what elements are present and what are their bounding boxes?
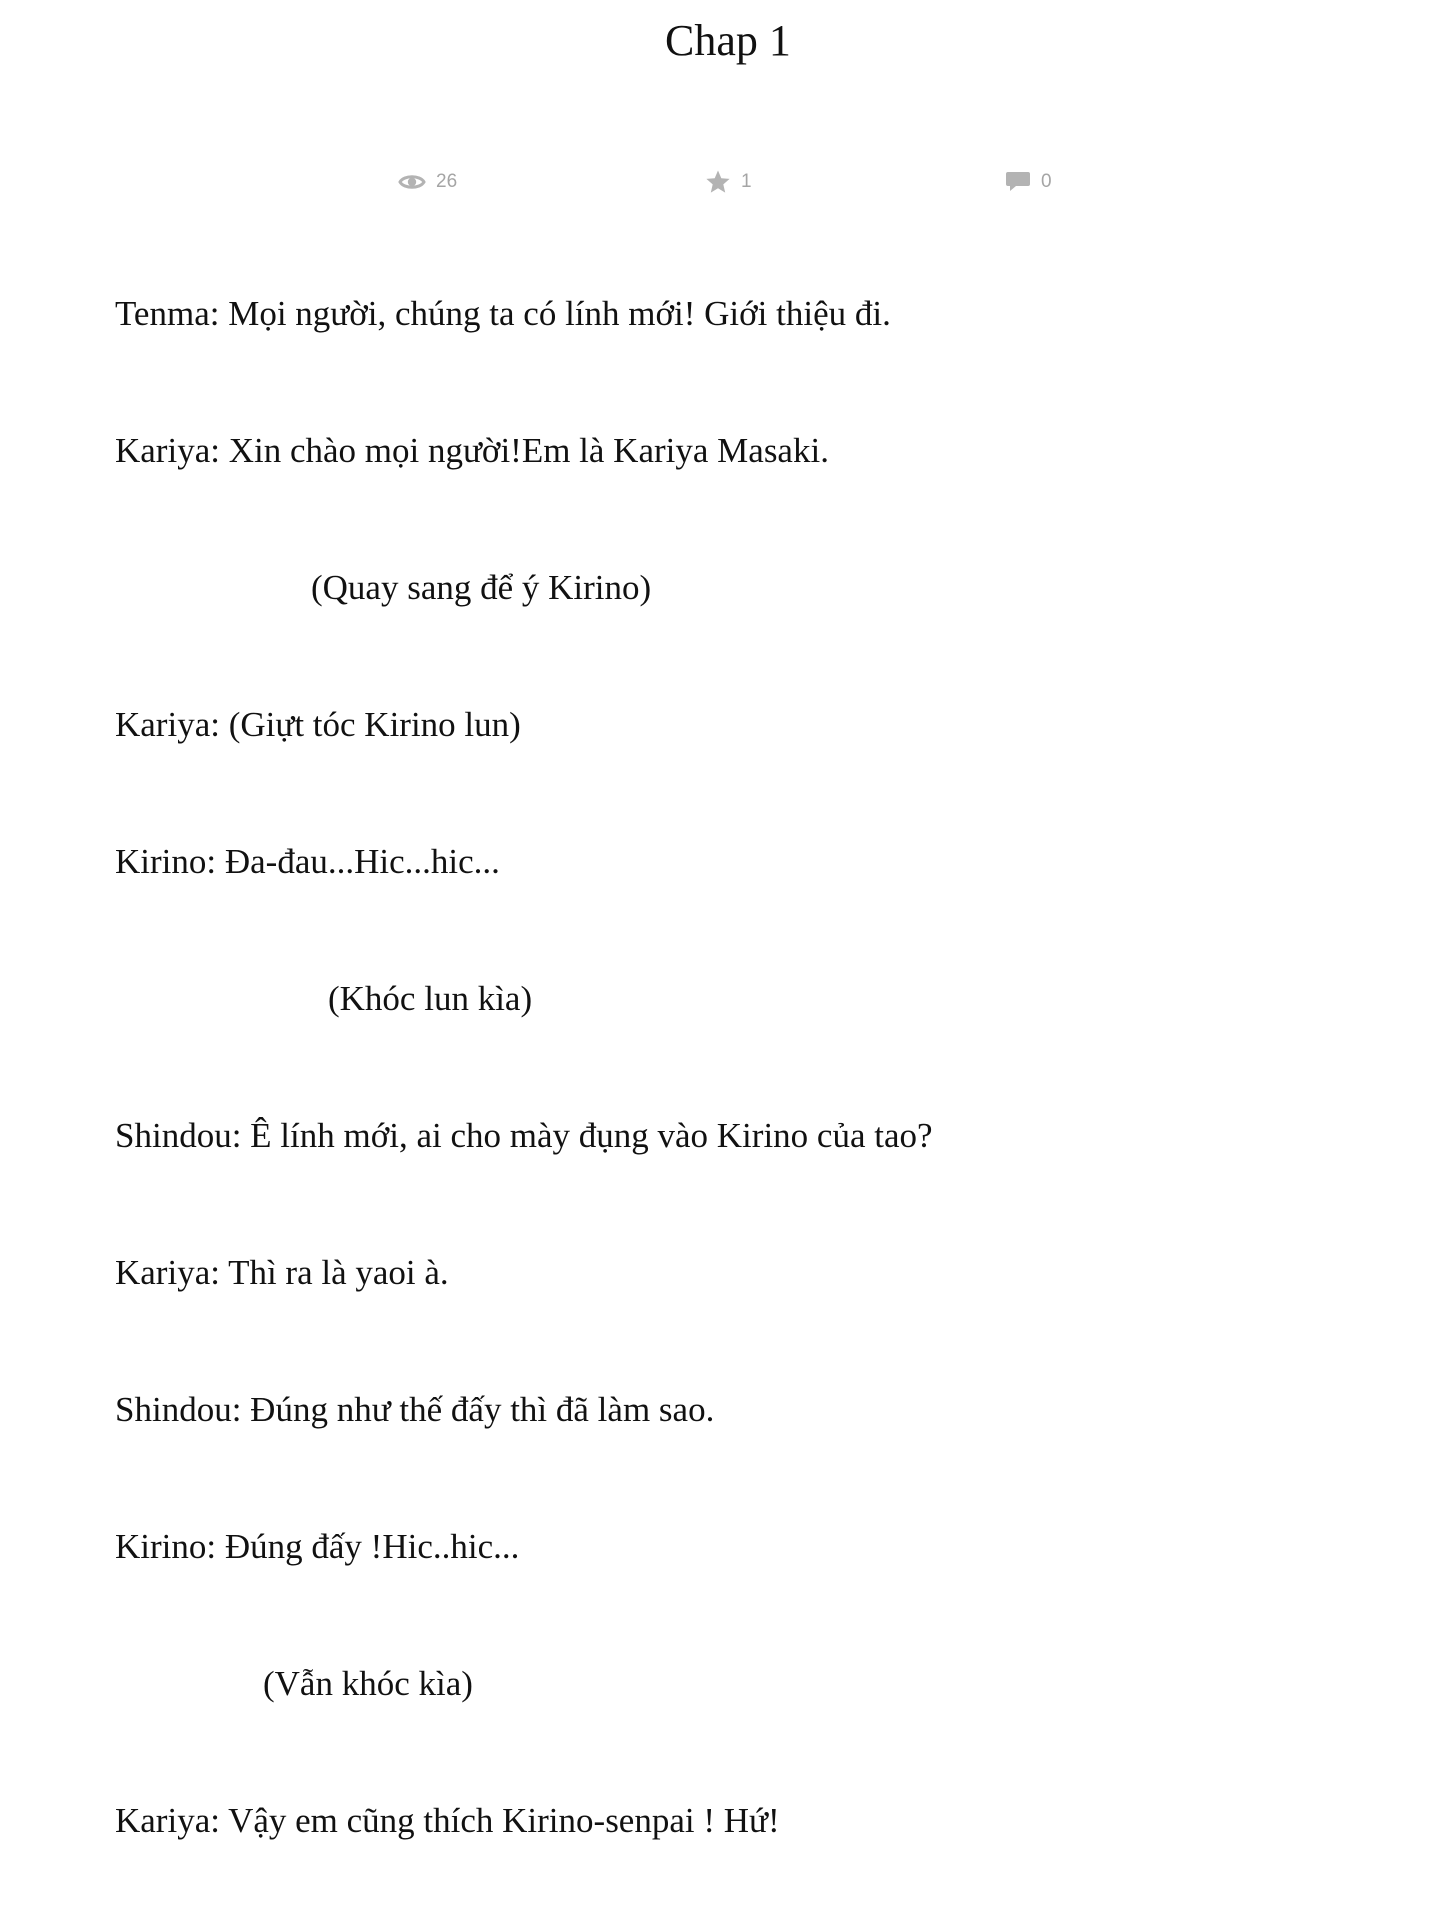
story-line: Kariya: Xin chào mọi người!Em là Kariya Masaki.: [115, 431, 829, 470]
story-line: (Vẫn khóc kìa): [263, 1664, 473, 1703]
speech-bubble-icon: [1005, 170, 1031, 194]
views-stat: [398, 169, 457, 195]
chapter-title: Chap 1: [665, 16, 791, 65]
story-line: Kariya: (Giựt tóc Kirino lun): [115, 705, 521, 744]
story-line: Shindou: Ê lính mới, ai cho mày đụng vào Kirino của tao?: [115, 1116, 933, 1155]
comments-stat: [1005, 169, 1052, 195]
story-line: Kirino: Đúng đấy !Hic..hic...: [115, 1527, 520, 1566]
story-line: (Khóc lun kìa): [328, 979, 533, 1018]
votes-count: 1: [741, 171, 752, 192]
story-line: Kariya: Thì ra là yaoi à.: [115, 1253, 449, 1292]
views-count: 26: [436, 171, 458, 192]
story-line: Kirino: Đa-đau...Hic...hic...: [115, 842, 500, 881]
story-line: (Quay sang để ý Kirino): [311, 568, 652, 607]
eye-icon: [398, 172, 426, 192]
comments-count: 0: [1041, 171, 1052, 192]
star-icon: [705, 169, 731, 195]
story-line: Tenma: Mọi người, chúng ta có lính mới! Giới thiệu đi.: [115, 294, 891, 333]
story-line: Shindou: Đúng như thế đấy thì đã làm sao.: [115, 1390, 715, 1429]
votes-stat: [705, 169, 752, 195]
story-line: Kariya: Vậy em cũng thích Kirino-senpai ! Hứ!: [115, 1801, 780, 1840]
